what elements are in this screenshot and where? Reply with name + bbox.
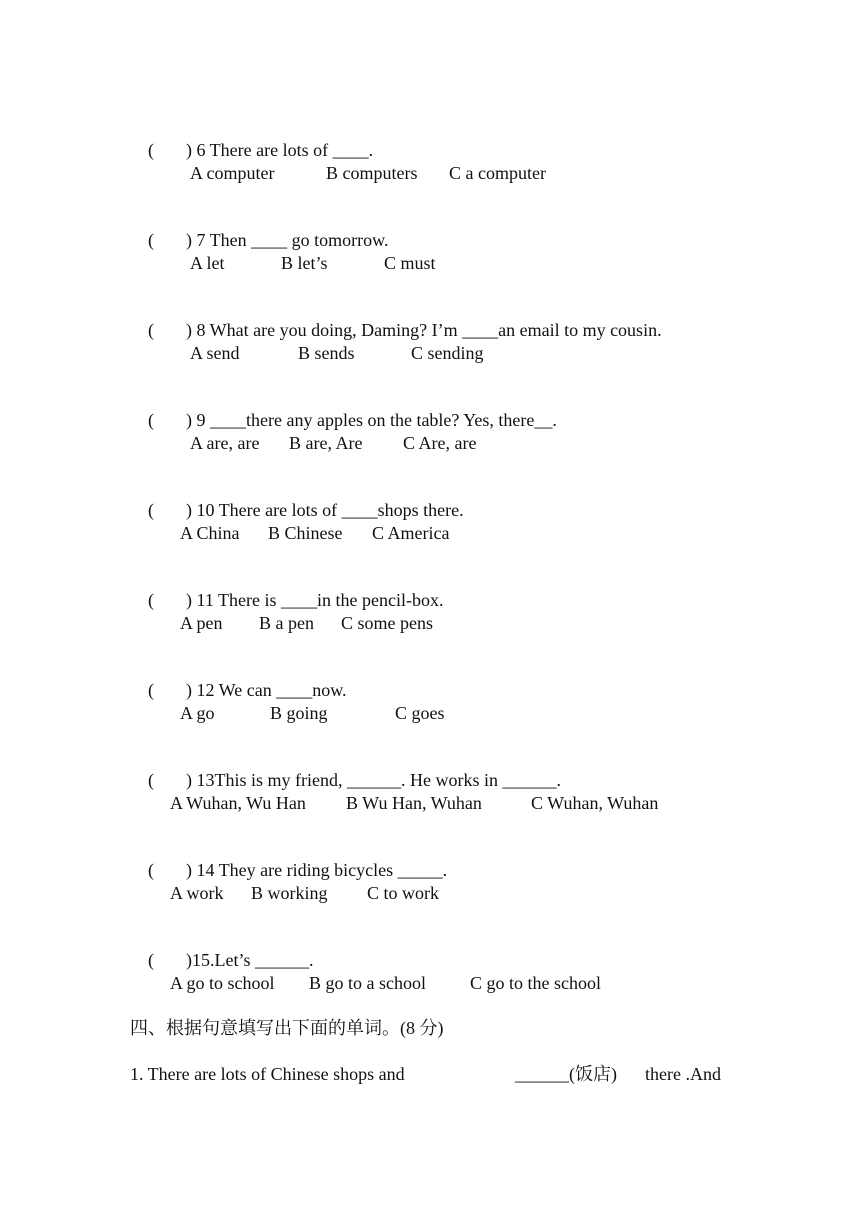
option-b: B a pen <box>259 613 314 633</box>
paren-close: ) <box>186 680 192 700</box>
option-c: C America <box>372 523 450 543</box>
option-c: C a computer <box>449 163 546 183</box>
answer-paren: ( <box>148 500 154 520</box>
option-c: C to work <box>367 883 439 903</box>
question-text: 6 There are lots of ____. <box>196 140 374 160</box>
answer-paren: ( <box>148 410 154 430</box>
option-b: B are, Are <box>289 433 363 453</box>
fill-blank: ______(饭店) <box>515 1064 617 1084</box>
option-b: B Chinese <box>268 523 343 543</box>
answer-paren: ( <box>148 770 154 790</box>
paren-close: ) <box>186 590 192 610</box>
option-b: B working <box>251 883 328 903</box>
question-text: 14 They are riding bicycles _____. <box>196 860 448 880</box>
option-c: C Wuhan, Wuhan <box>531 793 659 813</box>
option-a: A computer <box>190 163 275 183</box>
option-a: A send <box>190 343 240 363</box>
question-text: 10 There are lots of ____shops there. <box>196 500 464 520</box>
answer-paren: ( <box>148 950 154 970</box>
fill-sentence-end: there .And <box>645 1064 721 1084</box>
fill-sentence-start: 1. There are lots of Chinese shops and <box>130 1064 405 1084</box>
option-a: A pen <box>180 613 223 633</box>
question-text: 13This is my friend, ______. He works in ______. <box>196 770 561 790</box>
paren-close: ) <box>186 500 192 520</box>
option-c: C Are, are <box>403 433 477 453</box>
paren-close: ) <box>186 860 192 880</box>
question-text: 9 ____there any apples on the table? Yes, there__. <box>196 410 557 430</box>
option-b: B Wu Han, Wuhan <box>346 793 482 813</box>
paren-close: ) <box>186 770 192 790</box>
answer-paren: ( <box>148 860 154 880</box>
answer-paren: ( <box>148 320 154 340</box>
option-c: C goes <box>395 703 445 723</box>
answer-paren: ( <box>148 140 154 160</box>
question-text: 11 There is ____in the pencil-box. <box>196 590 444 610</box>
option-a: A go to school <box>170 973 275 993</box>
answer-paren: ( <box>148 590 154 610</box>
section-heading: 四、根据句意填写出下面的单词。(8 分) <box>130 1018 444 1038</box>
question-7 <box>130 207 388 273</box>
question-text: 12 We can ____now. <box>196 680 347 700</box>
answer-paren: ( <box>148 680 154 700</box>
paren-close: ) <box>186 410 192 430</box>
paren-close: ) <box>186 950 192 970</box>
answer-paren: ( <box>148 230 154 250</box>
paren-close: ) <box>186 140 192 160</box>
option-b: B going <box>270 703 328 723</box>
option-c: C must <box>384 253 436 273</box>
option-a: A work <box>170 883 224 903</box>
option-c: C go to the school <box>470 973 601 993</box>
option-a: A are, are <box>190 433 260 453</box>
paren-close: ) <box>186 320 192 340</box>
option-b: B let’s <box>281 253 328 273</box>
option-b: B sends <box>298 343 355 363</box>
option-a: A Wuhan, Wu Han <box>170 793 306 813</box>
paren-close: ) <box>186 230 192 250</box>
question-text: 8 What are you doing, Daming? I’m ____an email to my cousin. <box>196 320 662 340</box>
option-a: A go <box>180 703 215 723</box>
question-text: 15.Let’s ______. <box>192 950 314 970</box>
option-c: C sending <box>411 343 484 363</box>
option-b: B go to a school <box>309 973 426 993</box>
option-a: A China <box>180 523 240 543</box>
option-a: A let <box>190 253 225 273</box>
option-b: B computers <box>326 163 418 183</box>
option-c: C some pens <box>341 613 433 633</box>
question-text: 7 Then ____ go tomorrow. <box>196 230 389 250</box>
